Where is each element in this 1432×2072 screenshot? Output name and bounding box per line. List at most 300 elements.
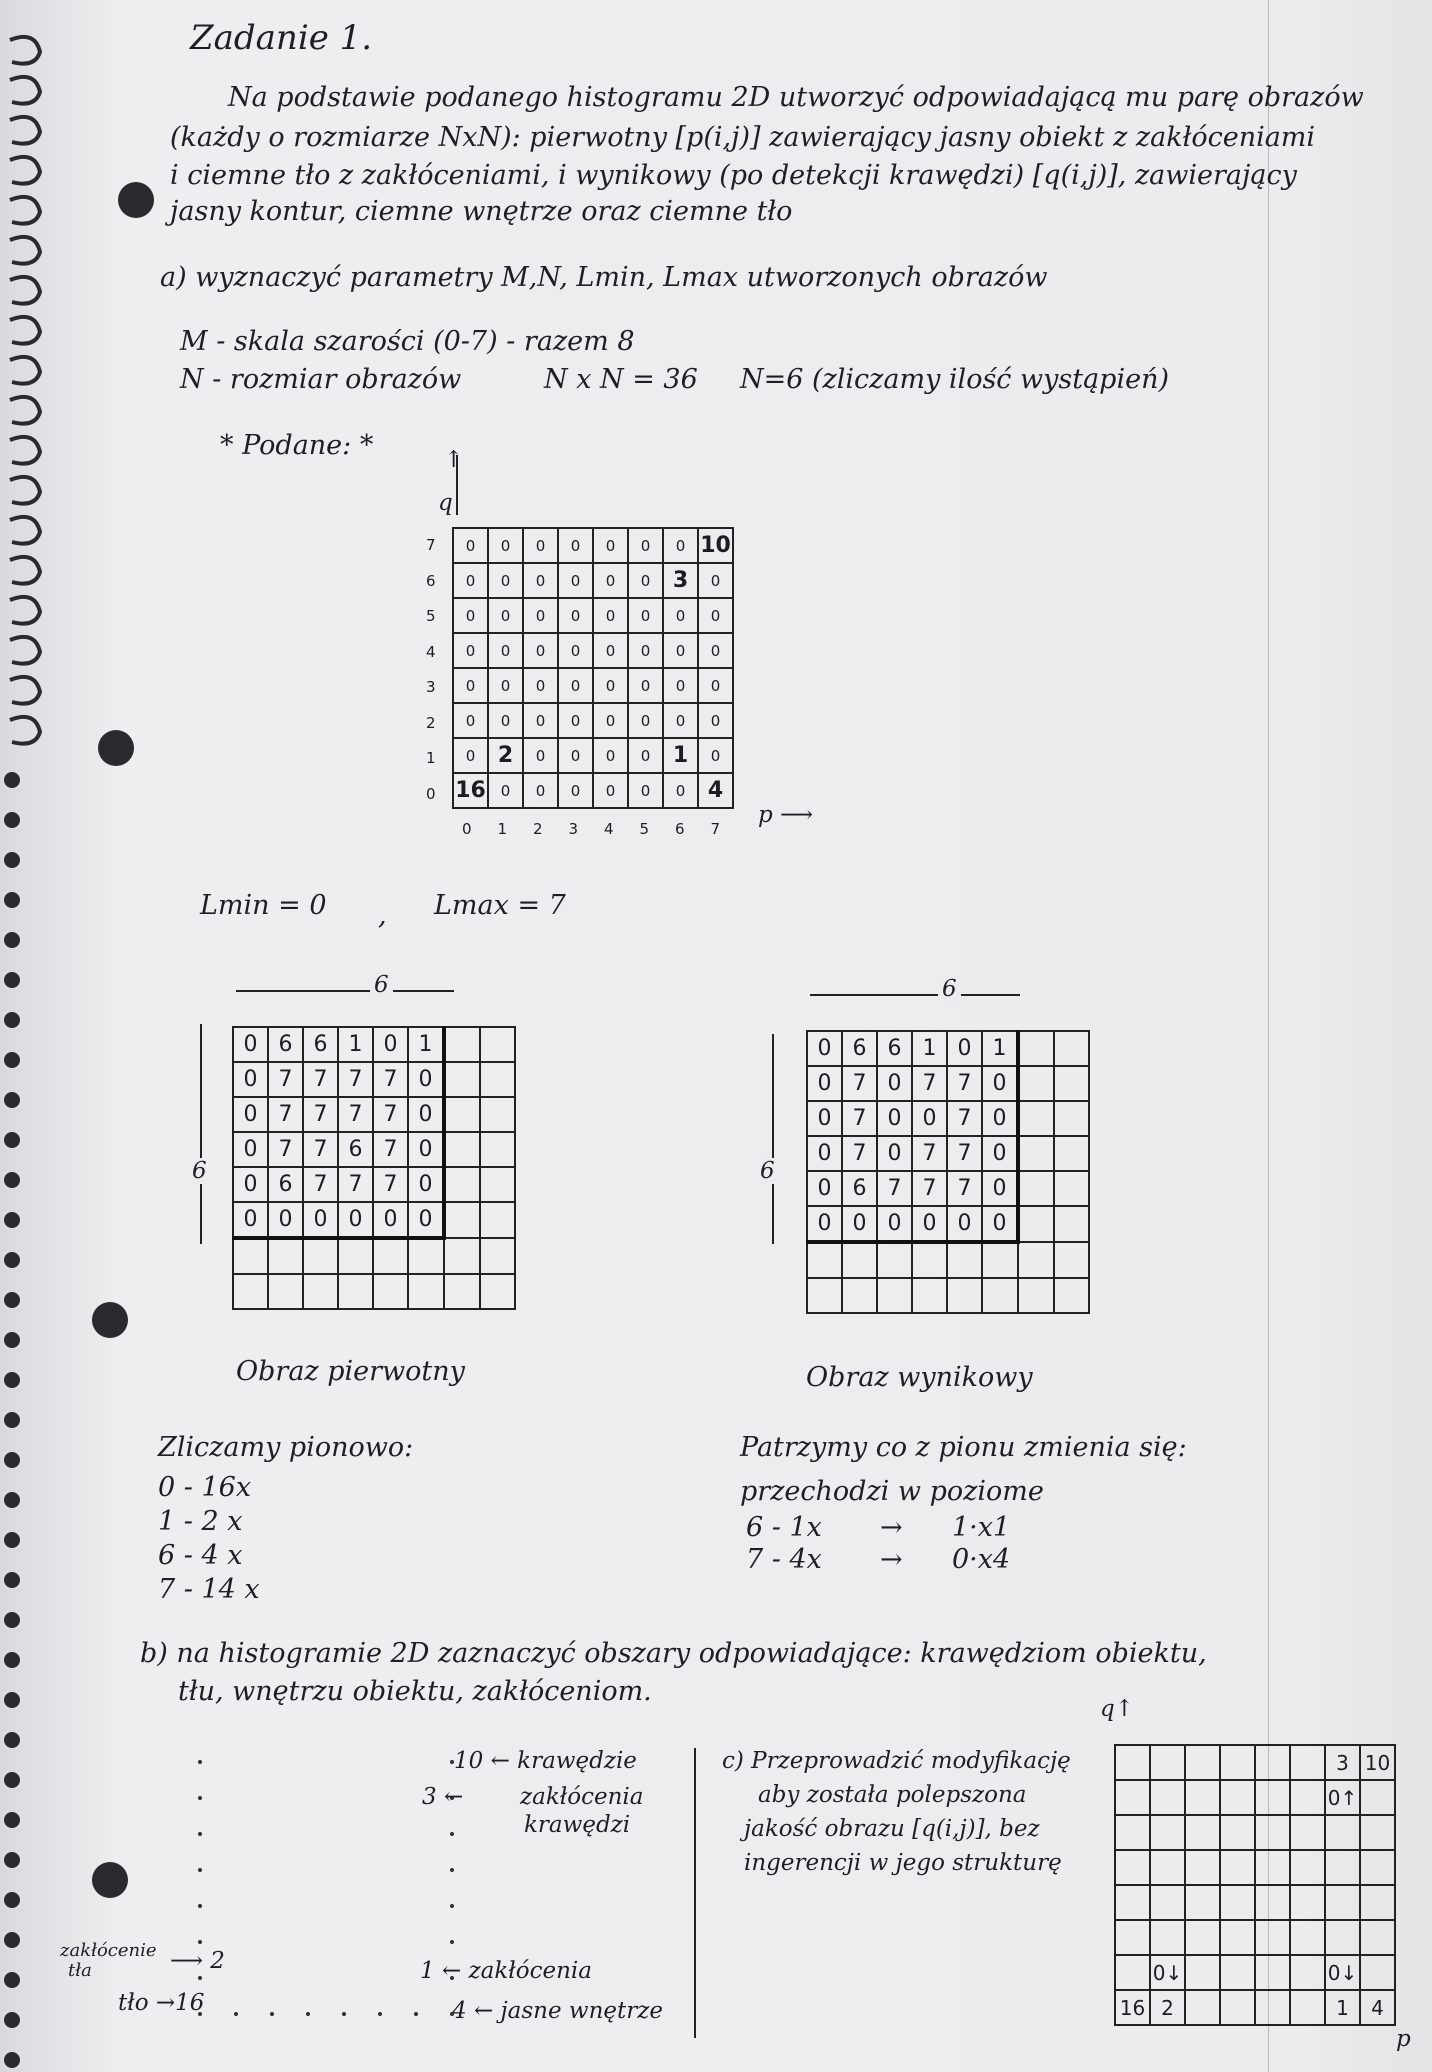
histogram-cell <box>1255 1780 1290 1815</box>
histogram-cell <box>1360 1885 1395 1920</box>
pixel-cell: 0 <box>982 1066 1018 1101</box>
histogram-cell: 0 <box>628 633 663 668</box>
count-item: 6 - 4 x <box>158 1540 243 1571</box>
histogram-cell: 0↓ <box>1150 1955 1185 1990</box>
histogram-row <box>453 528 733 563</box>
grid-dot <box>450 1904 454 1908</box>
pixel-cell: 0 <box>807 1031 842 1066</box>
pixel-cell <box>373 1274 408 1309</box>
pixel-cell: 7 <box>373 1167 408 1202</box>
m-parameter: M - skala szarości (0-7) - razem 8 <box>180 326 635 357</box>
histogram-cell: 0 <box>523 633 558 668</box>
count-item: 1 - 2 x <box>158 1506 243 1537</box>
histogram-cell <box>1290 1955 1325 1990</box>
histogram-cell: 0 <box>488 563 523 598</box>
histogram-cell: 0 <box>488 598 523 633</box>
histogram-cell <box>1185 1885 1220 1920</box>
histogram-row <box>453 668 733 703</box>
histogram-row <box>453 563 733 598</box>
histogram-cell: 0 <box>593 668 628 703</box>
histogram-cell <box>1220 1885 1255 1920</box>
pixel-cell: 0 <box>233 1027 268 1062</box>
histogram-cell: 0 <box>593 563 628 598</box>
histogram-cell: 0↓ <box>1325 1955 1360 1990</box>
pixel-cell <box>1054 1066 1089 1101</box>
pixel-cell: 0 <box>233 1132 268 1167</box>
histogram-cell <box>1115 1780 1150 1815</box>
pixel-cell: 1 <box>408 1027 444 1062</box>
histogram-cell: 16 <box>1115 1990 1150 2025</box>
histogram-cell <box>1185 1815 1220 1850</box>
pixel-cell <box>842 1242 877 1278</box>
change-right: 0·x4 <box>952 1544 1011 1575</box>
image-original-caption: Obraz pierwotny <box>236 1356 465 1387</box>
histogram-cell <box>1325 1850 1360 1885</box>
grid-row <box>807 1136 1089 1171</box>
histogram-cell: 0 <box>488 773 523 808</box>
pixel-cell <box>1018 1206 1054 1242</box>
histogram-cell <box>1115 1745 1150 1780</box>
histogram-cell: 0 <box>593 528 628 563</box>
histogram-cell: 0 <box>593 633 628 668</box>
histogram-cell: 3 <box>1325 1745 1360 1780</box>
y-tick-label: 0 <box>426 784 436 803</box>
part-a-heading: a) wyznaczyć parametry M,N, Lmin, Lmax utworzonych obrazów <box>160 262 1048 293</box>
pixel-cell: 0 <box>807 1206 842 1242</box>
pixel-cell <box>1054 1101 1089 1136</box>
image-result-grid <box>806 1030 1090 1314</box>
histogram-cell: 0 <box>593 738 628 773</box>
punch-hole <box>98 730 134 766</box>
histogram-row <box>453 773 733 808</box>
lmin-value: Lmin = 0 <box>200 890 327 921</box>
intro-line-1: Na podstawie podanego histogramu 2D utworzyć odpowiadającą mu parę obrazów <box>228 82 1364 113</box>
histogram-cell <box>1325 1920 1360 1955</box>
histogram-cell <box>1185 1920 1220 1955</box>
histogram-cell <box>1115 1955 1150 1990</box>
pixel-cell <box>444 1274 480 1309</box>
grid-row <box>1115 1920 1395 1955</box>
x-tick-label: 6 <box>675 820 685 838</box>
pixel-cell: 7 <box>338 1097 373 1132</box>
grid-c-x-label: p <box>1396 2026 1411 2052</box>
pixel-cell <box>444 1167 480 1202</box>
histogram-cell <box>1290 1920 1325 1955</box>
histogram-cell <box>1255 1990 1290 2025</box>
pixel-cell: 0 <box>233 1097 268 1132</box>
histogram-cell <box>1220 1745 1255 1780</box>
label-bright-interior: 4 ← jasne wnętrze <box>452 1998 663 2024</box>
grid-row <box>1115 1815 1395 1850</box>
pixel-cell <box>444 1202 480 1238</box>
histogram-cell: 0 <box>523 528 558 563</box>
histogram-cell: 0 <box>488 668 523 703</box>
histogram-cell: 0 <box>453 633 488 668</box>
x-tick-label: 3 <box>568 820 579 838</box>
histogram-cell: 0 <box>453 703 488 738</box>
histogram-cell: 2 <box>1150 1990 1185 2025</box>
grid-dot <box>450 1832 454 1836</box>
image-original-grid <box>232 1026 516 1310</box>
grid-row <box>233 1132 515 1167</box>
grid-row <box>1115 1885 1395 1920</box>
histogram-row <box>453 633 733 668</box>
pixel-cell: 6 <box>303 1027 338 1062</box>
pixel-cell: 0 <box>982 1136 1018 1171</box>
pixel-cell <box>1018 1242 1054 1278</box>
histogram-cell <box>1255 1745 1290 1780</box>
grid-dot <box>198 1904 202 1908</box>
grid-c-y-label: q <box>1100 1696 1115 1722</box>
part-c-line-4: ingerencji w jego strukturę <box>744 1850 1062 1876</box>
part-b-heading-2: tłu, wnętrzu obiektu, zakłóceniom. <box>178 1676 652 1707</box>
grid-dot <box>378 2012 382 2016</box>
grid-row <box>233 1202 515 1238</box>
histogram-cell <box>1360 1920 1395 1955</box>
arrow-up-icon: ↑ <box>444 447 464 473</box>
pixel-cell <box>1054 1206 1089 1242</box>
pixel-cell <box>373 1238 408 1274</box>
pixel-cell: 7 <box>303 1132 338 1167</box>
histogram-cell: 0 <box>453 738 488 773</box>
histogram-cell: 1 <box>663 738 698 773</box>
pixel-cell: 7 <box>303 1062 338 1097</box>
label-bg-num: 16 <box>175 1990 205 2016</box>
pixel-cell: 0 <box>338 1202 373 1238</box>
y-tick-label: 2 <box>426 713 436 732</box>
intro-line-3: i ciemne tło z zakłóceniami, i wynikowy (po detekcji krawędzi) [q(i,j)], zawierający <box>170 160 1297 191</box>
pixel-cell: 1 <box>982 1031 1018 1066</box>
histogram-cell: 0 <box>488 528 523 563</box>
histogram-cell <box>1255 1815 1290 1850</box>
grid-dot <box>198 1976 202 1980</box>
grid-row <box>807 1101 1089 1136</box>
histogram-cell: 0 <box>628 598 663 633</box>
pixel-cell: 0 <box>947 1031 982 1066</box>
histogram-cell: 0 <box>698 703 733 738</box>
pixel-cell: 0 <box>912 1101 947 1136</box>
y-tick-label: 1 <box>426 749 436 767</box>
pixel-cell: 7 <box>947 1136 982 1171</box>
histogram-cell: 0 <box>698 633 733 668</box>
pixel-cell <box>480 1132 515 1167</box>
label-edges: 10 ← krawędzie <box>454 1748 637 1774</box>
arrow-right-icon: → <box>155 1990 176 2016</box>
pixel-cell: 7 <box>268 1062 303 1097</box>
pixel-cell: 7 <box>338 1062 373 1097</box>
divider <box>694 1748 696 2038</box>
histogram-cell <box>1220 1780 1255 1815</box>
histogram-x-label: p ⟶ <box>758 802 814 828</box>
x-tick-label: 5 <box>639 820 650 838</box>
arrow-right-icon: ⟶ <box>780 802 814 828</box>
y-tick-label: 4 <box>426 642 436 661</box>
pixel-cell: 7 <box>912 1171 947 1206</box>
x-tick-label: 0 <box>462 820 472 838</box>
x-tick-label: 1 <box>497 820 508 838</box>
pixel-cell: 7 <box>303 1097 338 1132</box>
histogram-cell: 0 <box>628 563 663 598</box>
histogram-cell <box>1220 1990 1255 2025</box>
histogram-cell: 0 <box>628 738 663 773</box>
histogram-cell: 0 <box>593 773 628 808</box>
pixel-cell: 7 <box>268 1097 303 1132</box>
histogram-cell <box>1150 1885 1185 1920</box>
grid-row <box>1115 1955 1395 1990</box>
histogram-cell <box>1360 1955 1395 1990</box>
histogram-cell: 0 <box>523 773 558 808</box>
pixel-cell <box>408 1238 444 1274</box>
histogram-cell <box>1150 1780 1185 1815</box>
grid-row <box>807 1066 1089 1101</box>
size-label-top: 6 <box>938 976 961 1002</box>
histogram-cell <box>1115 1850 1150 1885</box>
pixel-cell <box>1054 1031 1089 1066</box>
pixel-cell: 7 <box>268 1132 303 1167</box>
pixel-cell: 0 <box>373 1202 408 1238</box>
histogram-cell: 0 <box>558 773 593 808</box>
pixel-cell <box>444 1097 480 1132</box>
change-left: 7 - 4x <box>746 1544 822 1575</box>
pixel-cell: 0 <box>233 1167 268 1202</box>
histogram-cell <box>1255 1955 1290 1990</box>
histogram-cell: 2 <box>488 738 523 773</box>
histogram-cell <box>1325 1885 1360 1920</box>
histogram-cell: 0 <box>628 528 663 563</box>
pixel-cell: 0 <box>807 1136 842 1171</box>
histogram-cell: 1 <box>1325 1990 1360 2025</box>
grid-dot <box>198 1940 202 1944</box>
grid-dot <box>198 1868 202 1872</box>
histogram-cell: 0 <box>663 773 698 808</box>
pixel-cell <box>444 1062 480 1097</box>
label-bg: tło <box>118 1990 149 2016</box>
grid-row <box>807 1206 1089 1242</box>
pixel-cell: 0 <box>373 1027 408 1062</box>
arrow-up-icon: ↑ <box>1114 1696 1135 1722</box>
pixel-cell <box>1054 1171 1089 1206</box>
histogram-cell <box>1360 1780 1395 1815</box>
grid-row <box>1115 1850 1395 1885</box>
pixel-cell: 0 <box>268 1202 303 1238</box>
histogram-cell: 16 <box>453 773 488 808</box>
size-bracket-side <box>200 1024 202 1244</box>
histogram-cell: 0 <box>663 598 698 633</box>
intro-line-2: (każdy o rozmiarze NxN): pierwotny [p(i,j)] zawierający jasny obiekt z zakłóceniami <box>170 122 1316 153</box>
histogram-cell: 0 <box>558 668 593 703</box>
histogram-cell: 0 <box>663 703 698 738</box>
y-tick-label: 5 <box>426 607 436 625</box>
histogram-cell: 4 <box>698 773 733 808</box>
pixel-cell: 6 <box>842 1171 877 1206</box>
part-c-line-1: c) Przeprowadzić modyfikację <box>722 1748 1071 1774</box>
histogram-cell: 0 <box>558 633 593 668</box>
pixel-cell: 0 <box>842 1206 877 1242</box>
histogram-cell <box>1290 1815 1325 1850</box>
pixel-cell <box>1018 1171 1054 1206</box>
histogram-cell <box>1290 1990 1325 2025</box>
pixel-cell <box>268 1238 303 1274</box>
pixel-cell: 6 <box>877 1031 912 1066</box>
histogram-cell <box>1220 1850 1255 1885</box>
histogram-cell <box>1220 1955 1255 1990</box>
pixel-cell <box>338 1238 373 1274</box>
pixel-cell <box>842 1278 877 1313</box>
label-bg-noise-1: zakłócenie <box>60 1940 157 1961</box>
histogram-cell: 4 <box>1360 1990 1395 2025</box>
histogram-row <box>453 703 733 738</box>
image-result-caption: Obraz wynikowy <box>806 1362 1033 1393</box>
histogram-cell <box>1185 1990 1220 2025</box>
pixel-cell <box>480 1167 515 1202</box>
pixel-cell: 0 <box>303 1202 338 1238</box>
pixel-cell <box>480 1062 515 1097</box>
y-tick-label: 6 <box>426 571 436 590</box>
part-b-heading-1: b) na histogramie 2D zaznaczyć obszary odpowiadające: krawędziom obiektu, <box>140 1638 1207 1669</box>
pixel-cell: 0 <box>408 1062 444 1097</box>
punch-hole <box>118 182 154 218</box>
pixel-cell: 0 <box>982 1171 1018 1206</box>
histogram-cell: 0 <box>698 738 733 773</box>
histogram-cell <box>1220 1815 1255 1850</box>
histogram-cell <box>1255 1885 1290 1920</box>
histogram-cell <box>1325 1815 1360 1850</box>
count-item: 0 - 16x <box>158 1472 252 1503</box>
label-edge-noise-2: krawędzi <box>524 1812 631 1838</box>
pixel-cell: 0 <box>807 1171 842 1206</box>
pixel-cell: 0 <box>947 1206 982 1242</box>
histogram-cell: 0 <box>698 668 733 703</box>
pixel-cell <box>877 1278 912 1313</box>
histogram-cell <box>1255 1920 1290 1955</box>
pixel-cell <box>1018 1066 1054 1101</box>
pixel-cell: 0 <box>408 1202 444 1238</box>
pixel-cell <box>807 1278 842 1313</box>
histogram-cell: 0 <box>663 528 698 563</box>
histogram-cell <box>1150 1815 1185 1850</box>
histogram-cell <box>1150 1920 1185 1955</box>
histogram-cell <box>1185 1850 1220 1885</box>
counts-right-sub: przechodzi w poziome <box>740 1476 1044 1507</box>
pixel-cell: 0 <box>408 1132 444 1167</box>
histogram-cell <box>1115 1885 1150 1920</box>
pixel-cell <box>877 1242 912 1278</box>
grid-row <box>807 1031 1089 1066</box>
n-parameter-label: N - rozmiar obrazów <box>180 364 462 395</box>
y-tick-label: 7 <box>426 536 436 554</box>
pixel-cell: 0 <box>408 1097 444 1132</box>
change-arrow: → <box>880 1544 903 1575</box>
histogram-cell: 0 <box>628 703 663 738</box>
grid-dot <box>450 1868 454 1872</box>
pixel-cell <box>303 1274 338 1309</box>
histogram-cell <box>1115 1920 1150 1955</box>
histogram-cell <box>1360 1815 1395 1850</box>
histogram-cell: 0 <box>558 703 593 738</box>
histogram-cell <box>1115 1815 1150 1850</box>
pixel-cell: 7 <box>912 1136 947 1171</box>
pixel-cell <box>807 1242 842 1278</box>
pixel-cell: 0 <box>982 1101 1018 1136</box>
histogram-cell: 0 <box>628 668 663 703</box>
size-label-side: 6 <box>760 1158 775 1184</box>
grid-row <box>1115 1780 1395 1815</box>
histogram-cell: 0 <box>663 668 698 703</box>
grid-row <box>807 1242 1089 1278</box>
histogram-cell: 10 <box>698 528 733 563</box>
change-right: 1·x1 <box>952 1512 1011 1543</box>
histogram-cell: 0 <box>523 598 558 633</box>
pixel-cell: 0 <box>877 1066 912 1101</box>
histogram-cell: 0 <box>453 528 488 563</box>
size-label-side: 6 <box>192 1158 207 1184</box>
histogram-cell: 10 <box>1360 1745 1395 1780</box>
histogram-row <box>453 738 733 773</box>
pixel-cell: 7 <box>373 1062 408 1097</box>
grid-row <box>233 1274 515 1309</box>
counts-left-heading: Zliczamy pionowo: <box>158 1432 414 1463</box>
histogram-cell: 0 <box>558 528 593 563</box>
y-tick-label: 3 <box>426 678 436 696</box>
grid-dot <box>198 1760 202 1764</box>
pixel-cell: 0 <box>233 1202 268 1238</box>
histogram-cell: 0 <box>523 703 558 738</box>
grid-row <box>807 1278 1089 1313</box>
pixel-cell: 1 <box>912 1031 947 1066</box>
grid-dot <box>234 2012 238 2016</box>
grid-row <box>233 1097 515 1132</box>
pixel-cell <box>268 1274 303 1309</box>
histogram-cell <box>1220 1920 1255 1955</box>
grid-dot <box>306 2012 310 2016</box>
part-c-histogram-grid <box>1114 1744 1396 2026</box>
pixel-cell <box>1054 1136 1089 1171</box>
x-tick-label: 7 <box>710 820 721 838</box>
histogram-cell: 0 <box>593 598 628 633</box>
size-bracket-side <box>772 1034 774 1244</box>
grid-row <box>233 1027 515 1062</box>
histogram-cell: 0 <box>523 563 558 598</box>
grid-row <box>233 1238 515 1274</box>
histogram-2d <box>452 527 734 809</box>
grid-row <box>1115 1990 1395 2025</box>
pixel-cell <box>947 1278 982 1313</box>
histogram-cell: 0 <box>523 738 558 773</box>
separator: , <box>378 900 387 931</box>
pixel-cell: 7 <box>303 1167 338 1202</box>
pixel-cell: 7 <box>373 1132 408 1167</box>
arrow-right-icon: ⟶ <box>170 1948 203 1974</box>
n-parameter-product: N x N = 36 <box>544 364 698 395</box>
task-title: Zadanie 1. <box>190 18 373 58</box>
pixel-cell: 7 <box>373 1097 408 1132</box>
pixel-cell: 7 <box>842 1101 877 1136</box>
pixel-cell <box>444 1027 480 1062</box>
pixel-cell <box>947 1242 982 1278</box>
label-edge-noise-1: zakłócenia <box>520 1784 644 1810</box>
pixel-cell: 0 <box>877 1101 912 1136</box>
histogram-cell: 0 <box>453 563 488 598</box>
histogram-row <box>453 598 733 633</box>
histogram-cell <box>1290 1745 1325 1780</box>
histogram-cell: 0 <box>488 703 523 738</box>
pixel-cell <box>480 1274 515 1309</box>
histogram-y-label: q <box>438 490 453 516</box>
pixel-cell <box>480 1027 515 1062</box>
histogram-cell <box>1150 1850 1185 1885</box>
label-bg-noise-2: tła <box>68 1960 92 1981</box>
change-arrow: → <box>880 1512 903 1543</box>
